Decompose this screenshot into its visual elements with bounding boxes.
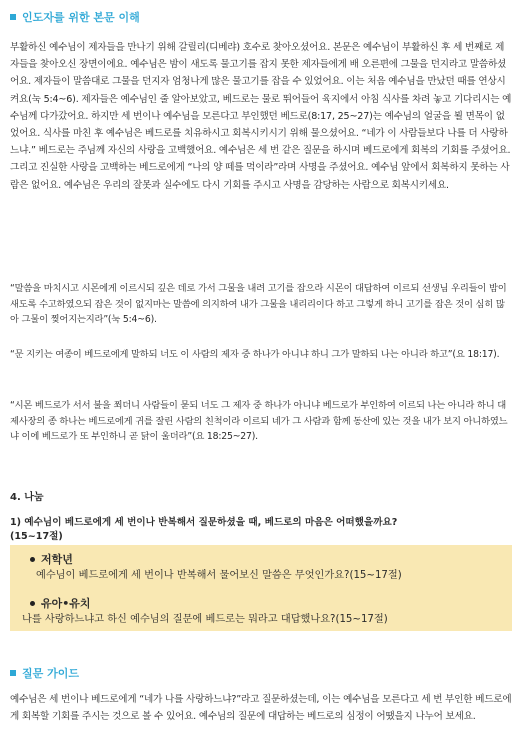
age-group-title: 저학년 (22, 551, 502, 567)
sharing-question: 1) 예수님이 베드로에게 세 번이나 반복해서 질문하셨을 때, 베드로의 마음은 어떠했을까요?(15~17절) (10, 517, 398, 542)
sharing-heading: 4. 나눔 (10, 492, 44, 503)
age-group-question: 나를 사랑하느냐고 하신 예수님의 질문에 베드로는 뭐라고 대답했나요?(15~17절) (22, 614, 388, 625)
age-group-title: 유아•유치 (22, 595, 502, 611)
scripture-quote: “말씀을 마치시고 시몬에게 이르시되 깊은 데로 가서 그물을 내려 고기를 잡으라 시몬이 대답하여 이르되 선생님 우리들이 밤이 새도록 수고하였으되 잡은 것이 없지마는 말씀에 의지하여 내가 그물을 내리리이다 하고 그렇게 하니 고기를 잡은 것이 심히 많아 그물이 찢어지는지라”(눅 5:4~6). (10, 283, 507, 325)
age-group-question: 예수님이 베드로에게 세 번이나 반복해서 물어보신 말씀은 무엇인가요?(15~17절) (36, 570, 402, 581)
bullet-icon (30, 557, 35, 562)
section-understanding-header (10, 9, 140, 25)
scripture-quote: “문 지키는 여종이 베드로에게 말하되 너도 이 사람의 제자 중 하나가 아니냐 하니 그가 말하되 나는 아니라 하고”(요 18:17). (10, 349, 500, 360)
section-title: 인도자를 위한 본문 이해 (22, 11, 140, 24)
guide-paragraph: 예수님은 세 번이나 베드로에게 “네가 나를 사랑하느냐?”라고 질문하셨는데, 이는 예수님을 모른다고 세 번 부인한 베드로에게 회복할 기회를 주시는 것으로 볼 수 있어요. 예수님의 질문에 대답하는 베드로의 심정이 어땠을지 나누어 보세요. (10, 694, 512, 722)
understanding-paragraph: 부활하신 예수님이 제자들을 만나기 위해 갈릴리(디베랴) 호수로 찾아오셨어요. 본문은 예수님이 부활하신 후 세 번째로 제자들을 찾아오신 장면이에요. 예수님은 밤이 새도록 물고기를 잡지 못한 제자들에게 배 오른편에 그물을 던지라고 말씀하셨어요. 제자들이 말씀대로 그물을 던지자 엄청나게 많은 물고기를 잡을 수 있었어요. 이는 처음 예수님을 만났던 때를 연상시켜요(눅 5:4~6). 제자들은 예수님인 줄 알아보았고, 베드로는 물로 뛰어들어 육지에서 아침 식사를 차려 놓고 기다리시는 예수님께 다가갔어요. 하지만 세 번이나 예수님을 모른다고 부인했던 베드로(8:17, 25~27)는 예수님의 얼굴을 뵐 면목이 없었어요. 식사를 마친 후 예수님은 베드로를 치유하시고 회복시키시기 위해 물으셨어요. “네가 이 사람들보다 나를 더 사랑하느냐.” 베드로는 주님께 자신의 사랑을 고백했어요. 예수님은 세 번 같은 질문을 하시며 베드로에게 회복의 기회를 주셨어요. 그리고 진실한 사랑을 고백하는 베드로에게 “나의 양 떼를 먹이라”라며 사명을 주셨어요. 예수님 앞에서 회복하지 못하는 사람은 없어요. 예수님은 우리의 잘못과 실수에도 다시 기회를 주시고 사명을 감당하는 사람으로 회복시키세요. (10, 42, 512, 191)
age-group-box (10, 545, 512, 631)
guide-title: 질문 가이드 (22, 667, 79, 680)
bullet-icon (30, 601, 35, 606)
scripture-quote: “시몬 베드로가 서서 불을 쬐더니 사람들이 묻되 너도 그 제자 중 하나가 아니냐 베드로가 부인하여 이르되 나는 아니라 하니 대제사장의 종 하나는 베드로에게 귀를 잘린 사람의 친척이라 이르되 네가 그 사람과 함께 동산에 있는 것을 내가 보지 아니하였느냐 이에 베드로가 또 부인하니 곧 닭이 울더라”(요 18:25~27). (10, 400, 508, 442)
square-bullet-icon (10, 670, 16, 676)
square-bullet-icon (10, 14, 16, 20)
section-guide-header (10, 665, 79, 681)
